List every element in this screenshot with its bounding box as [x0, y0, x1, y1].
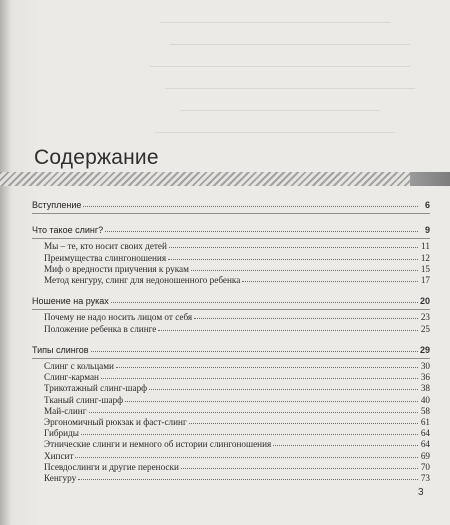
- page-number: 3: [418, 487, 424, 498]
- toc-entry-label: Этнические слинги и немного об истории слингоношения: [44, 439, 272, 450]
- leader-dots: [89, 405, 419, 413]
- leader-dots: [83, 199, 418, 207]
- leader-dots: [75, 450, 418, 458]
- section-rule: [32, 213, 430, 214]
- toc-entry-page: 23: [420, 312, 430, 323]
- toc-entry-page: 58: [420, 405, 430, 416]
- leader-dots: [111, 295, 418, 303]
- decorative-stripe: [0, 172, 412, 186]
- toc-entry-page: 40: [420, 394, 430, 405]
- toc-section: [32, 345, 430, 484]
- toc-entry-page: 17: [420, 275, 430, 286]
- toc-entry-label: Слинг с кольцами: [44, 361, 114, 372]
- table-of-contents: [32, 200, 430, 494]
- leader-dots: [105, 224, 418, 232]
- leader-dots: [273, 438, 418, 446]
- leader-dots: [242, 274, 418, 282]
- toc-entry-label: Типы слингов: [32, 344, 89, 355]
- leader-dots: [181, 461, 418, 469]
- section-rule: [32, 358, 430, 359]
- leader-dots: [194, 311, 418, 319]
- toc-entry-page: 30: [420, 361, 430, 372]
- toc-entry-page: 73: [420, 473, 430, 484]
- toc-entry-label: Псевдослинги и другие переноски: [44, 461, 179, 472]
- toc-section: [32, 200, 430, 214]
- leader-dots: [191, 263, 418, 271]
- leader-dots: [116, 360, 418, 368]
- toc-entry-page: 12: [420, 252, 430, 263]
- show-through-text: [150, 0, 430, 150]
- toc-entry-label: Метод кенгуру, слинг для недоношенного ребенка: [44, 275, 241, 286]
- toc-entry-label: Май-слинг: [44, 405, 87, 416]
- toc-entry-page: 36: [420, 372, 430, 383]
- toc-entry-page: 15: [420, 263, 430, 274]
- toc-entry-label: Положение ребенка в слинге: [44, 323, 157, 334]
- page-title: Содержание: [34, 146, 159, 169]
- leader-dots: [189, 416, 418, 424]
- toc-entry-page: 64: [420, 428, 430, 439]
- toc-entry-label: Тканый слинг-шарф: [44, 394, 124, 405]
- toc-entry-page: 6: [424, 200, 430, 210]
- toc-entry-page: 70: [420, 461, 430, 472]
- toc-entry-label: Гибриды: [44, 428, 79, 439]
- toc-entry-page: 29: [419, 344, 430, 355]
- toc-entry-page: 9: [424, 225, 430, 236]
- toc-entry-label: Преимущества слингоношения: [44, 252, 167, 263]
- leader-dots: [91, 344, 418, 352]
- leader-dots: [149, 382, 418, 390]
- toc-entry-chapter[interactable]: [32, 200, 430, 211]
- toc-entry[interactable]: [32, 275, 430, 286]
- toc-entry-page: 64: [420, 439, 430, 450]
- leader-dots: [168, 252, 418, 260]
- toc-entry-label: Эргономичный рюкзак и фаст-слинг: [44, 417, 187, 428]
- toc-entry-page: 20: [419, 296, 430, 307]
- toc-entry-label: Миф о вредности приучения к рукам: [44, 263, 189, 274]
- toc-entry-page: 61: [420, 417, 430, 428]
- toc-entry-label: Ношение на руках: [32, 296, 109, 307]
- toc-entry-label: Мы – те, кто носит своих детей: [44, 241, 167, 252]
- toc-entry-label: Вступление: [32, 200, 82, 210]
- toc-entry-chapter[interactable]: [32, 225, 430, 236]
- toc-entry-label: Что такое слинг?: [32, 225, 104, 236]
- section-rule: [32, 238, 430, 239]
- toc-entry-label: Почему не надо носить лицом от себя: [44, 312, 193, 323]
- leader-dots: [158, 323, 418, 331]
- leader-dots: [78, 472, 418, 480]
- leader-dots: [101, 371, 418, 379]
- toc-section: [32, 225, 430, 286]
- spine-shadow: [0, 0, 12, 525]
- toc-entry-page: 69: [420, 450, 430, 461]
- toc-entry-label: Трикотажный слинг-шарф: [44, 383, 148, 394]
- leader-dots: [81, 427, 418, 435]
- toc-entry-page: 38: [420, 383, 430, 394]
- section-rule: [32, 309, 430, 310]
- toc-entry-label: Хипсит: [44, 450, 74, 461]
- toc-entry-chapter[interactable]: [32, 345, 430, 356]
- toc-entry-label: Кенгуру: [44, 473, 77, 484]
- toc-section: [32, 296, 430, 335]
- toc-entry-page: 25: [420, 323, 430, 334]
- decorative-stripe-end: [410, 172, 450, 186]
- toc-entry[interactable]: [32, 324, 430, 335]
- toc-entry[interactable]: [32, 473, 430, 484]
- leader-dots: [125, 394, 418, 402]
- leader-dots: [169, 240, 418, 248]
- toc-entry-label: Слинг-карман: [44, 372, 99, 383]
- toc-entry-page: 11: [421, 241, 430, 252]
- toc-entry-chapter[interactable]: [32, 296, 430, 307]
